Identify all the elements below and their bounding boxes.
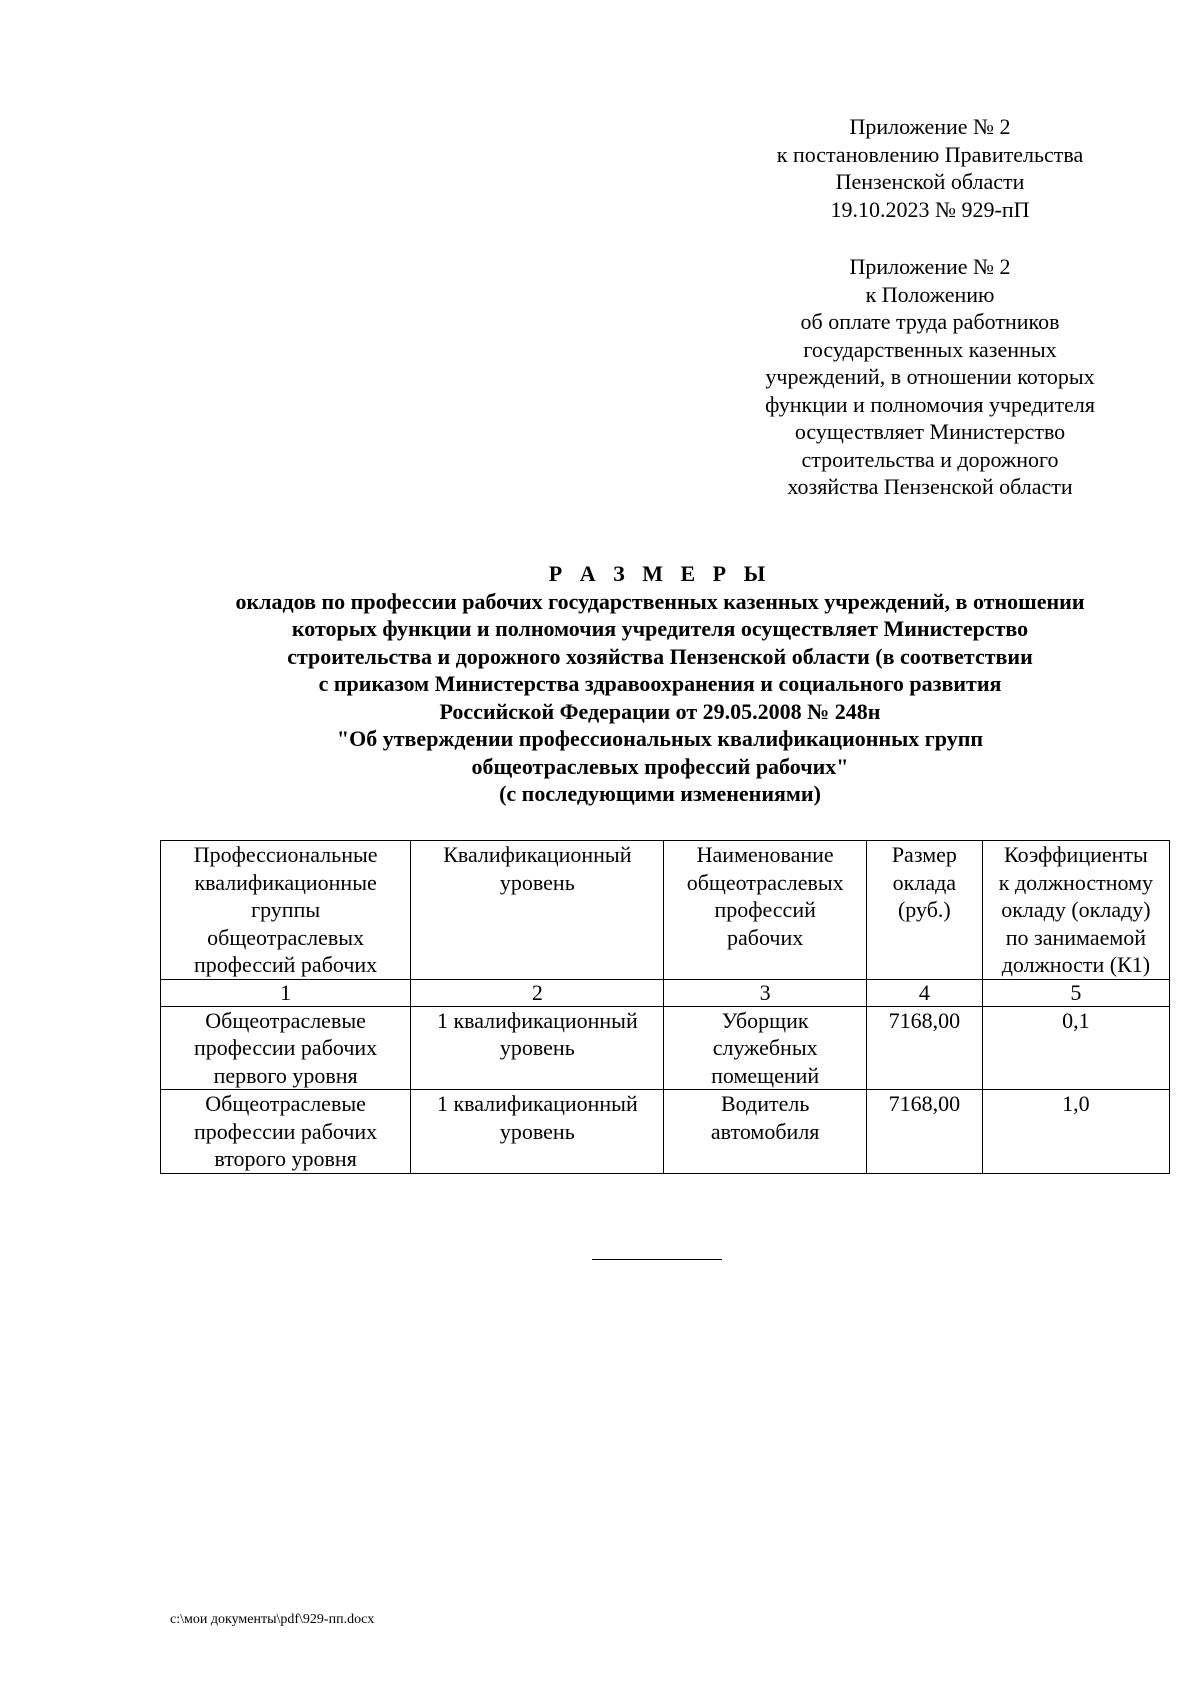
header-cell-qualification-level: Квалификационный уровень (411, 841, 664, 980)
profession-cell: Уборщик служебных помещений (664, 1006, 866, 1090)
appendix-line: строительства и дорожного (801, 446, 1059, 472)
appendix-header-regulation (700, 253, 1160, 501)
title-line: Российской Федерации от 29.05.2008 № 248н (439, 698, 881, 724)
level-cell: 1 квалификационный уровень (411, 1090, 664, 1174)
title-line: строительства и дорожного хозяйства Пензенской области (в соответствии (287, 643, 1033, 669)
title-line: общеотраслевых профессий рабочих" (471, 753, 849, 779)
column-number-row (161, 979, 1170, 1006)
profession-cell: Водитель автомобиля (664, 1090, 866, 1174)
appendix-line: об оплате труда работников (800, 309, 1060, 334)
column-number: 4 (866, 979, 982, 1006)
title-line: окладов по профессии рабочих государственных казенных учреждений, в отношении (235, 588, 1085, 614)
title-line: с приказом Министерства здравоохранения и социального развития (318, 671, 1002, 696)
title-line: "Об утверждении профессиональных квалификационных групп (336, 726, 984, 751)
appendix-line: Приложение № 2 (849, 114, 1011, 139)
header-cell-coefficients: Коэффициенты к должностному окладу (окладу) по занимаемой должности (К1) (982, 841, 1169, 980)
table-row (161, 1090, 1170, 1174)
document-title (150, 560, 1170, 808)
coefficient-cell: 1,0 (982, 1090, 1169, 1174)
title-line: которых функции и полномочия учредителя осуществляет Министерство (291, 616, 1029, 641)
header-cell-qualification-groups: Профессиональные квалификационные группы общеотраслевых профессий рабочих (161, 841, 411, 980)
appendix-line: Приложение № 2 (849, 254, 1011, 279)
file-path-footer: c:\мои документы\pdf\929-пп.docx (170, 1612, 375, 1627)
salary-cell: 7168,00 (866, 1090, 982, 1174)
column-number: 3 (664, 979, 866, 1006)
appendix-line: к постановлению Правительства (776, 141, 1084, 167)
group-cell: Общеотраслевые профессии рабочих первого уровня (161, 1006, 411, 1090)
table-row (161, 1006, 1170, 1090)
header-cell-profession-name: Наименование общеотраслевых профессий рабочих (664, 841, 866, 980)
column-number: 2 (411, 979, 664, 1006)
table-header-row (161, 841, 1170, 980)
appendix-line: функции и полномочия учредителя (765, 391, 1095, 417)
salary-table (160, 840, 1170, 1174)
appendix-header-resolution (700, 113, 1160, 223)
column-number: 1 (161, 979, 411, 1006)
appendix-line: к Положению (865, 281, 995, 307)
column-number: 5 (982, 979, 1169, 1006)
appendix-line: хозяйства Пензенской области (787, 474, 1073, 499)
title-heading: Р А З М Е Р Ы (548, 561, 772, 586)
coefficient-cell: 0,1 (982, 1006, 1169, 1090)
title-line: (с последующими изменениями) (499, 781, 821, 806)
end-of-document-rule (592, 1259, 722, 1260)
level-cell: 1 квалификационный уровень (411, 1006, 664, 1090)
appendix-line: учреждений, в отношении которых (765, 364, 1095, 389)
salary-cell: 7168,00 (866, 1006, 982, 1090)
appendix-line: Пензенской области (835, 169, 1025, 194)
appendix-line: осуществляет Министерство (794, 419, 1066, 444)
group-cell: Общеотраслевые профессии рабочих второго уровня (161, 1090, 411, 1174)
appendix-line: государственных казенных (803, 336, 1057, 362)
appendix-line: 19.10.2023 № 929-пП (830, 196, 1030, 222)
header-cell-salary: Размер оклада (руб.) (866, 841, 982, 980)
